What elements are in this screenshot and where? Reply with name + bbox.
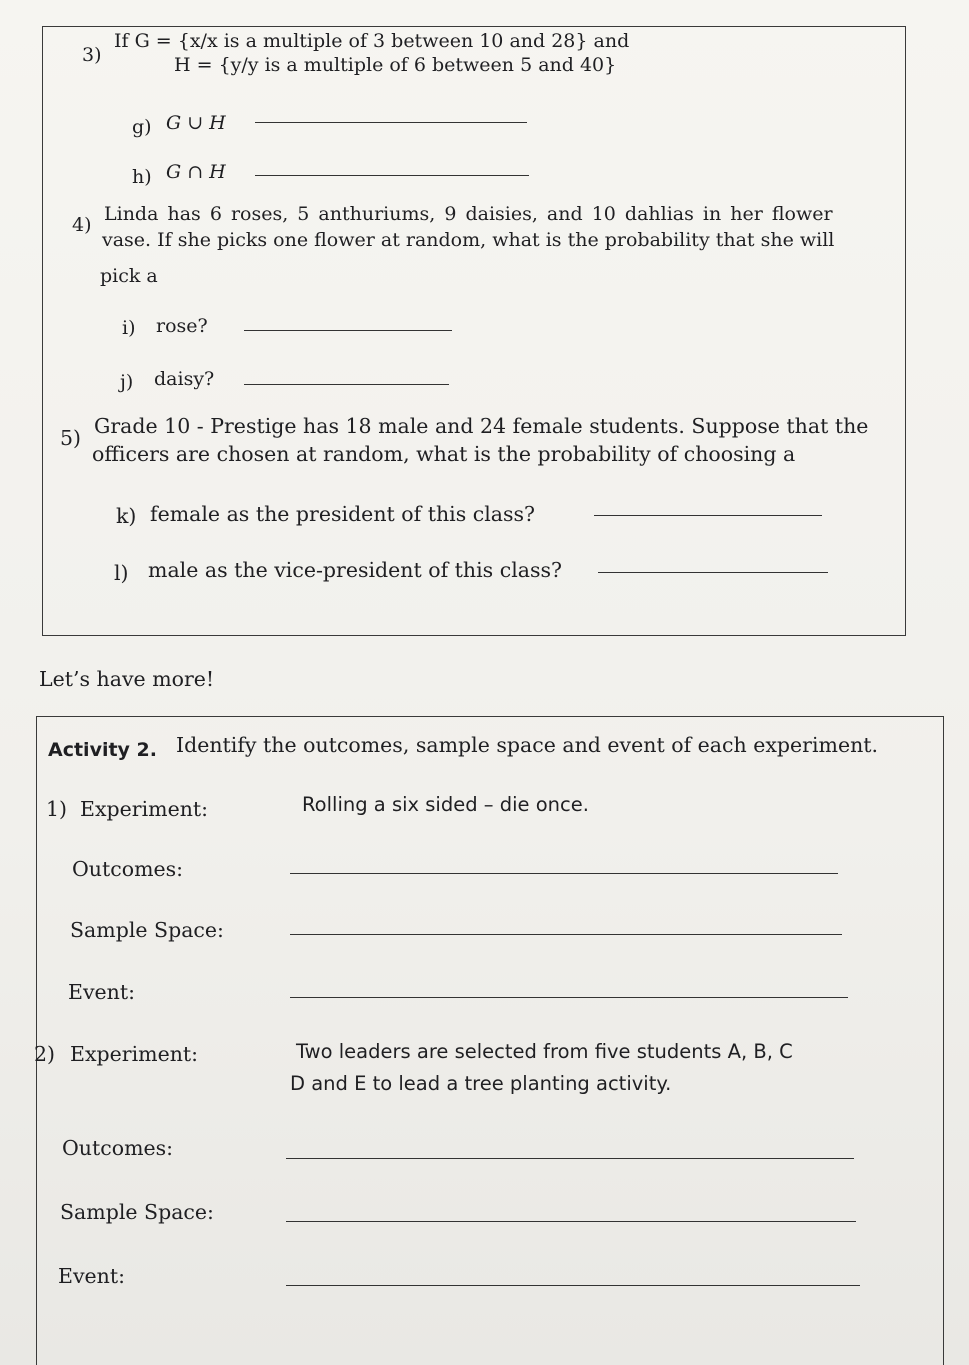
answer-line-i[interactable] xyxy=(244,330,452,331)
exp2-description-line1: Two leaders are selected from five students A, B, C xyxy=(296,1040,793,1063)
answer-line-l[interactable] xyxy=(598,572,828,573)
answer-line-j[interactable] xyxy=(244,384,449,385)
exp2-number: 2) xyxy=(34,1042,56,1066)
exp2-sample-space-label: Sample Space: xyxy=(60,1200,214,1224)
exp1-label: Experiment: xyxy=(80,797,209,821)
activity-title-rest: Identify the outcomes, sample space and event of each experiment. xyxy=(176,733,879,757)
exp1-number: 1) xyxy=(46,797,68,821)
intro-text: Let’s have more! xyxy=(39,667,215,691)
answer-line-k[interactable] xyxy=(594,515,822,516)
q4-item-j-label: j) xyxy=(120,371,134,393)
exp1-description: Rolling a six sided – die once. xyxy=(302,793,589,816)
q3-item-h-expr: G ∩ H xyxy=(166,161,226,183)
exp1-outcomes-line[interactable] xyxy=(290,873,838,874)
exp1-event-label: Event: xyxy=(68,980,136,1004)
q5-item-l-label: l) xyxy=(114,561,129,585)
answer-line-h[interactable] xyxy=(255,175,529,176)
exp2-outcomes-label: Outcomes: xyxy=(62,1136,174,1160)
exp2-event-label: Event: xyxy=(58,1264,126,1288)
q5-line1: Grade 10 - Prestige has 18 male and 24 female students. Suppose that the xyxy=(94,414,869,438)
exp1-outcomes-label: Outcomes: xyxy=(72,857,184,881)
q4-number: 4) xyxy=(72,214,92,236)
q3-item-g-expr: G ∪ H xyxy=(166,112,226,134)
q3-number: 3) xyxy=(82,44,102,66)
exp2-sample-space-line[interactable] xyxy=(286,1221,856,1222)
exp2-event-line[interactable] xyxy=(286,1285,860,1286)
q3-item-h-label: h) xyxy=(132,166,152,188)
q5-item-l-text: male as the vice-president of this class? xyxy=(148,558,563,582)
exp1-sample-space-line[interactable] xyxy=(290,934,842,935)
q5-line2: officers are chosen at random, what is the probability of choosing a xyxy=(92,442,796,466)
q4-line2: vase. If she picks one flower at random, what is the probability that she will xyxy=(102,229,835,251)
exp1-sample-space-label: Sample Space: xyxy=(70,918,224,942)
q3-line2: H = {y/y is a multiple of 6 between 5 and 40} xyxy=(174,54,617,76)
exp2-label: Experiment: xyxy=(70,1042,199,1066)
q5-item-k-label: k) xyxy=(116,504,137,528)
q4-item-j-text: daisy? xyxy=(154,368,215,390)
q3-item-g-label: g) xyxy=(132,116,152,138)
exp2-description-line2: D and E to lead a tree planting activity. xyxy=(290,1072,672,1095)
exp1-event-line[interactable] xyxy=(290,997,848,998)
answer-line-g[interactable] xyxy=(255,122,527,123)
q4-item-i-label: i) xyxy=(122,317,136,339)
activity-title-bold: Activity 2. xyxy=(48,739,157,761)
q5-number: 5) xyxy=(60,426,82,450)
exp2-outcomes-line[interactable] xyxy=(286,1158,854,1159)
q4-item-i-text: rose? xyxy=(156,315,208,337)
q5-item-k-text: female as the president of this class? xyxy=(150,502,536,526)
q3-line1: If G = {x/x is a multiple of 3 between 10 and 28} and xyxy=(114,30,630,52)
q4-line3: pick a xyxy=(100,265,158,287)
q4-line1: Linda has 6 roses, 5 anthuriums, 9 daisies, and 10 dahlias in her flower xyxy=(104,203,833,225)
